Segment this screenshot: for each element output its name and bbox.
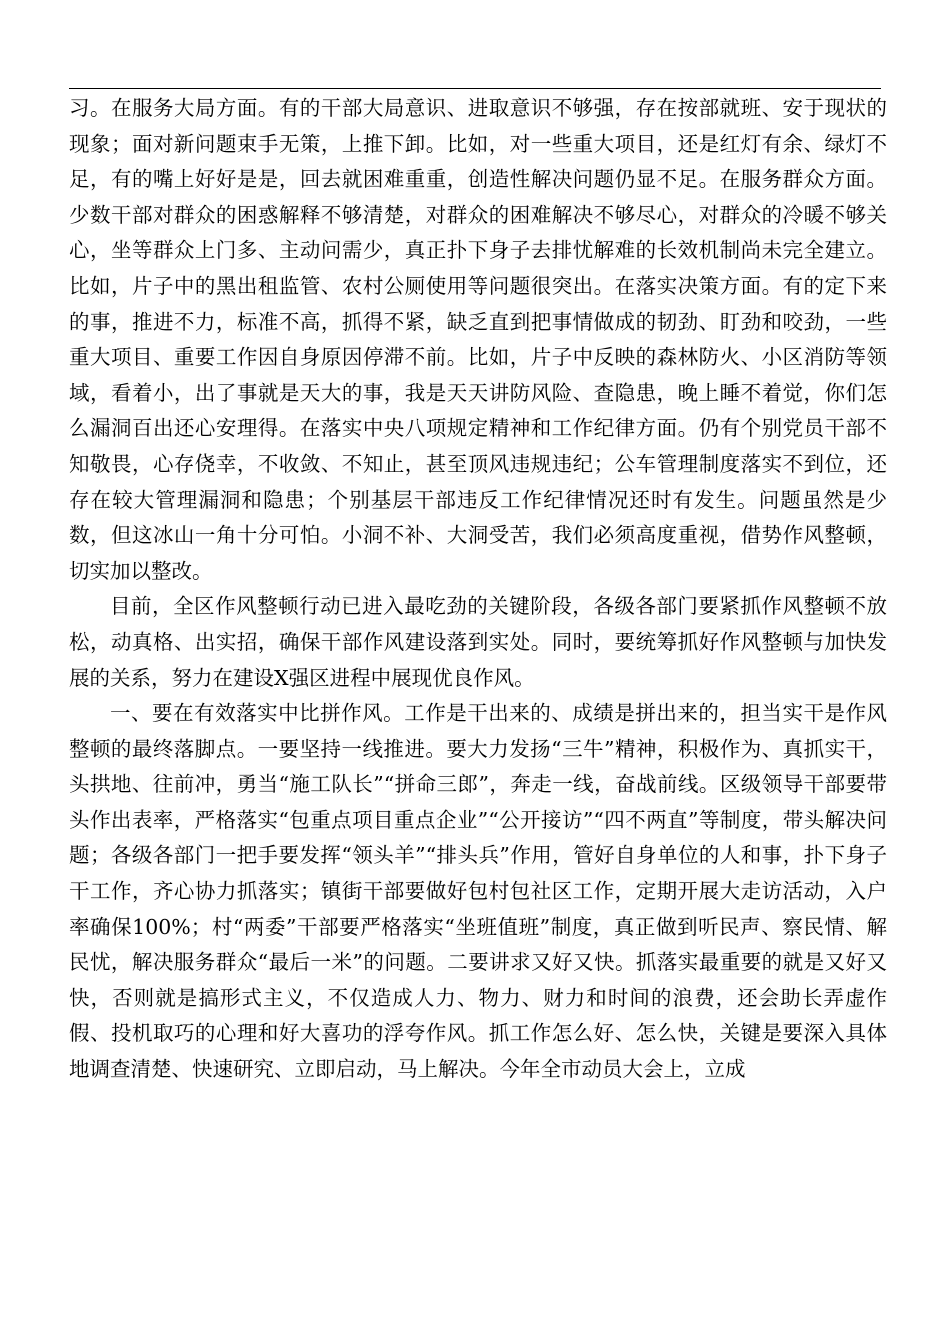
paragraph-2: 目前，全区作风整顿行动已进入最吃劲的关键阶段，各级各部门要紧抓作风整顿不放松，动真格、出实招，确保干部作风建设落到实处。同时，要统筹抓好作风整顿与加快发展的关系，努力在建设X强区进程中展现优良作风。	[69, 594, 887, 690]
header-rule	[69, 88, 881, 89]
paragraph-3: 一、要在有效落实中比拼作风。工作是干出来的、成绩是拼出来的，担当实干是作风整顿的最终落脚点。一要坚持一线推进。要大力发扬“三牛”精神，积极作为、真抓实干，头拱地、往前冲，勇当“施工队长”“拼命三郎”，奔走一线，奋战前线。区级领导干部要带头作出表率，严格落实“包重点项目重点企业”“公开接访”“四不两直”等制度，带头解决问题；各级各部门一把手要发挥“领头羊”“排头兵”作用，管好自身单位的人和事，扑下身子干工作，齐心协力抓落实；镇街干部要做好包村包社区工作，定期开展大走访活动，入户率确保100%；村“两委”干部要严格落实“坐班值班”制度，真正做到听民声、察民情、解民忧，解决服务群众“最后一米”的问题。二要讲求又好又快。抓落实最重要的就是又好又快，否则就是搞形式主义，不仅造成人力、物力、财力和时间的浪费，还会助长弄虚作假、投机取巧的心理和好大喜功的浮夸作风。抓工作怎么好、怎么快，关键是要深入具体地调查清楚、快速研究、立即启动，马上解决。今年全市动员大会上，立成	[69, 701, 887, 1082]
paragraph-1: 习。在服务大局方面。有的干部大局意识、进取意识不够强，存在按部就班、安于现状的现象；面对新问题束手无策，上推下卸。比如，对一些重大项目，还是红灯有余、绿灯不足，有的嘴上好好是是，回去就困难重重，创造性解决问题仍显不足。在服务群众方面。少数干部对群众的困惑解释不够清楚，对群众的困难解决不够尽心，对群众的冷暖不够关心，坐等群众上门多、主动问需少，真正扑下身子去排忧解难的长效机制尚未完全建立。比如，片子中的黑出租监管、农村公厕使用等问题很突出。在落实决策方面。有的定下来的事，推进不力，标准不高，抓得不紧，缺乏直到把事情做成的韧劲、盯劲和咬劲，一些重大项目、重要工作因自身原因停滞不前。比如，片子中反映的森林防火、小区消防等领域，看着小，出了事就是天大的事，我是天天讲防风险、查隐患，晚上睡不着觉，你们怎么漏洞百出还心安理得。在落实中央八项规定精神和工作纪律方面。仍有个别党员干部不知敬畏，心存侥幸，不收敛、不知止，甚至顶风违规违纪；公车管理制度落实不到位，还存在较大管理漏洞和隐患；个别基层干部违反工作纪律情况还时有发生。问题虽然是少数，但这冰山一角十分可怕。小洞不补、大洞受苦，我们必须高度重视，借势作风整顿，切实加以整改。	[69, 96, 887, 583]
document-body	[69, 91, 887, 1088]
